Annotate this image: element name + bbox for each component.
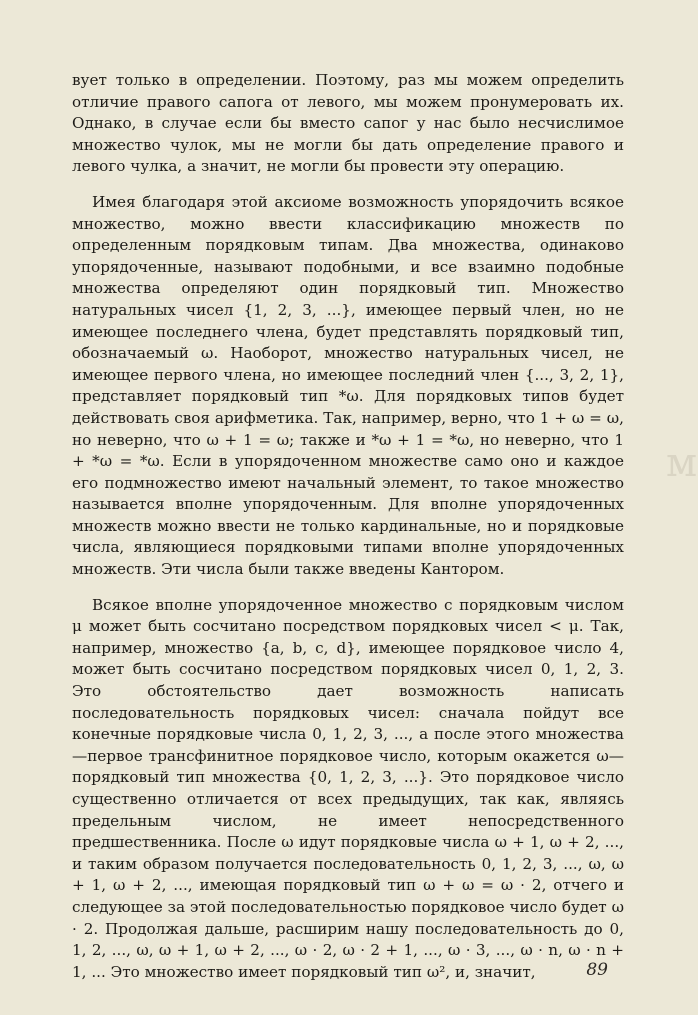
- paragraph-3: Всякое вполне упорядоченное множество с порядковым числом μ может быть сосчитано посредством порядковых чисел < μ. Так, например, множество {a, b, c, d}, имеющее порядковое число 4, может быть сосчитано посредством порядковых чисел 0, 1, 2, 3. Это обстоятельство дает возможность написать последовательность порядковых чисел: сначала пойдут все конечные порядковые числа 0, 1, 2, 3, ..., а после этого множества—первое трансфинитное порядковое число, которым окажется ω—порядковый тип множества {0, 1, 2, 3, ...}. Это порядковое число существенно отличается от всех предыдущих, так как, являясь предельным числом, не имеет непосредственного предшественника. После ω идут порядковые числа ω + 1, ω + 2, ..., и таким образом получается последовательность 0, 1, 2, 3, ..., ω, ω + 1, ω + 2, ..., имеющая порядковый тип ω + ω = ω · 2, отчего и следующее за этой последовательностью порядковое число будет ω · 2. Продолжая дальше, расширим нашу последовательность до 0, 1, 2, ..., ω, ω + 1, ω + 2, ..., ω · 2, ω · 2 + 1, ..., ω · 3, ..., ω · n, ω · n + 1, ... Это множество имеет порядковый тип ω², и, значит,: [72, 595, 624, 981]
- paragraph-1: вует только в определении. Поэтому, раз мы можем определить отличие правого сапога от левого, мы можем пронумеровать их. Однако, в случае если бы вместо сапог у нас было несчислимое множество чулок, мы не могли бы дать определение правого и левого чулка, а значит, не могли бы провести эту операцию.: [72, 71, 624, 176]
- body-text: [72, 70, 624, 983]
- paragraph-2: Имея благодаря этой аксиоме возможность упорядочить всякое множество, можно ввести классификацию множеств по определенным порядковым типам. Два множества, одинаково упорядоченные, называют подобными, и все взаимно подобные множества определяют один порядковый тип. Множество натуральных чисел {1, 2, 3, ...}, имеющее первый член, но не имеющее последнего члена, будет представлять порядковый тип, обозначаемый ω. Наоборот, множество натуральных чисел, не имеющее первого члена, но имеющее последний член {..., 3, 2, 1}, представляет порядковый тип *ω. Для порядковых типов будет действовать своя арифметика. Так, например, верно, что 1 + ω = ω, но неверно, что ω + 1 = ω; также и *ω + 1 = *ω, но неверно, что 1 + *ω = *ω. Если в упорядоченном множестве само оно и каждое его подмножество имеют начальный элемент, то такое множество называется вполне упорядоченным. Для вполне упорядоченных множеств можно ввести не только кардинальные, но и порядковые числа, являющиеся порядковыми типами вполне упорядоченных множеств. Эти числа были также введены Кантором.: [72, 192, 624, 579]
- page-number: 89: [586, 960, 608, 980]
- scan-artifact: м: [666, 440, 698, 486]
